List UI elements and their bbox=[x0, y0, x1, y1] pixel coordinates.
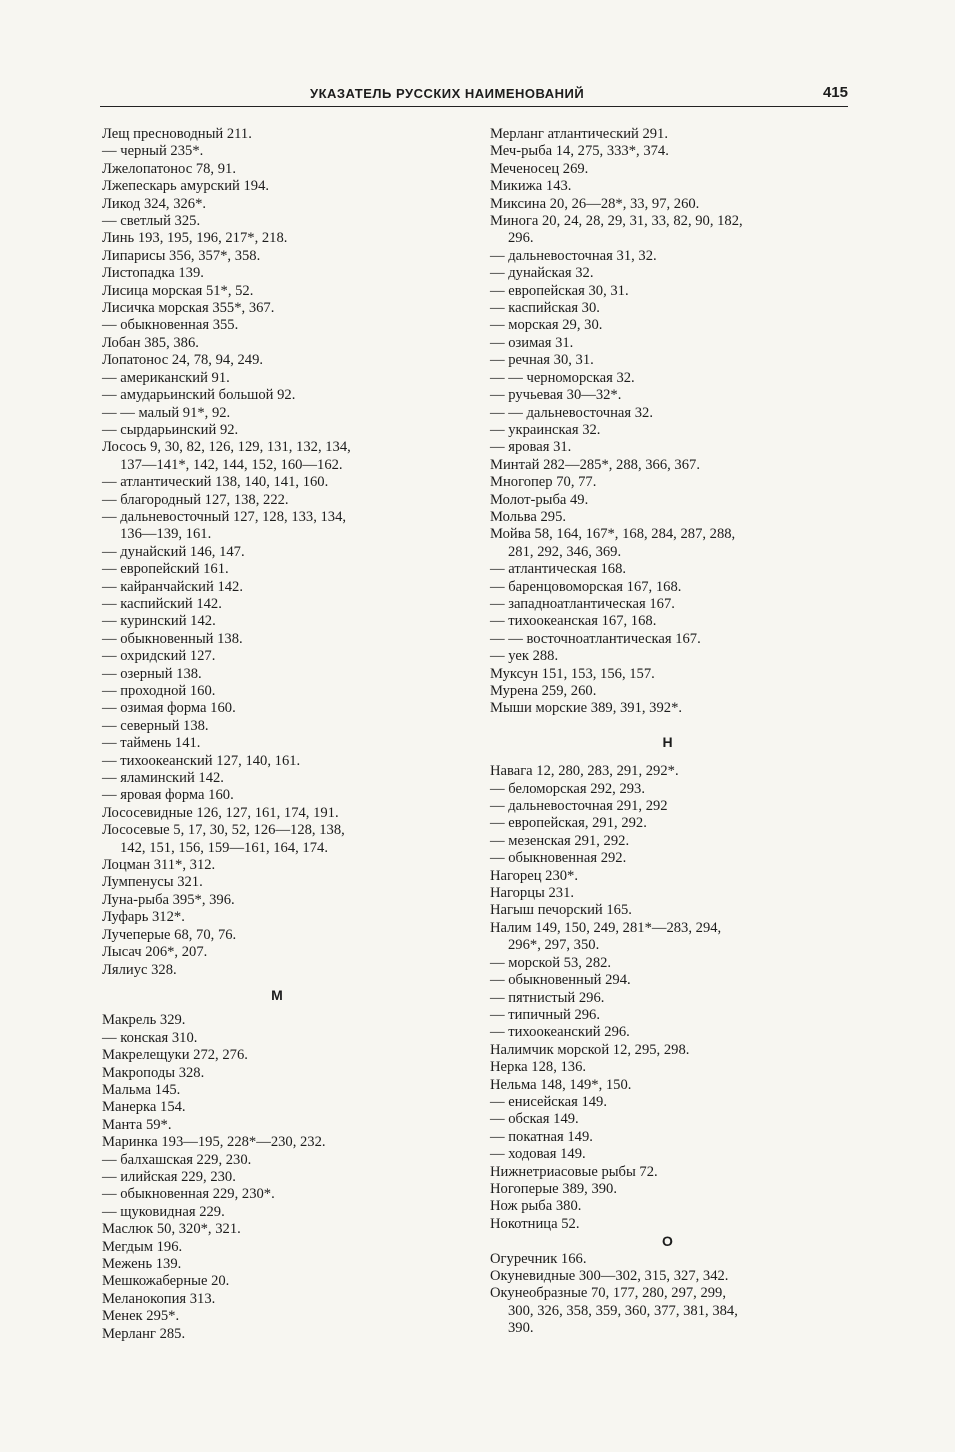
index-entry bbox=[102, 213, 477, 230]
index-entry bbox=[102, 1326, 477, 1343]
index-entry bbox=[490, 196, 865, 213]
entry-line: — ручьевая 30—32*. bbox=[490, 387, 622, 404]
entry-line: Лобан 385, 386. bbox=[102, 334, 199, 351]
entry-line: Минтай 282—285*, 288, 366, 367. bbox=[490, 456, 700, 473]
entry-line: Лисица морская 51*, 52. bbox=[102, 282, 254, 299]
entry-line: Манта 59*. bbox=[102, 1116, 172, 1133]
index-entry bbox=[102, 1221, 477, 1238]
entry-continuation: 390. bbox=[508, 1320, 534, 1337]
entry-line: — обыкновенная 229, 230*. bbox=[102, 1186, 275, 1203]
index-entry bbox=[102, 1065, 477, 1082]
entry-line: Многопер 70, 77. bbox=[490, 474, 597, 491]
entry-line: — речная 30, 31. bbox=[490, 352, 594, 369]
entries-group-o bbox=[490, 1251, 865, 1338]
entry-line: — тихоокеанский 127, 140, 161. bbox=[102, 752, 301, 769]
entry-continuation: 136—139, 161. bbox=[120, 526, 212, 543]
index-entry bbox=[102, 927, 477, 944]
index-entry bbox=[102, 126, 477, 143]
index-entry bbox=[490, 1216, 865, 1233]
entry-line: — тихоокеанская 167, 168. bbox=[490, 613, 657, 630]
entry-line: Лососевидные 126, 127, 161, 174, 191. bbox=[102, 804, 339, 821]
index-entry bbox=[490, 1094, 865, 1111]
entry-continuation: 281, 292, 346, 369. bbox=[508, 543, 622, 560]
index-entry bbox=[490, 526, 865, 561]
entry-line: Макроподы 328. bbox=[102, 1064, 205, 1081]
index-entry bbox=[490, 370, 865, 387]
entries-group-l bbox=[102, 126, 477, 979]
entry-line: — европейская, 291, 292. bbox=[490, 815, 647, 832]
entry-line: — атлантический 138, 140, 141, 160. bbox=[102, 474, 329, 491]
entry-line: — щуковидная 229. bbox=[102, 1203, 225, 1220]
entry-line: — благородный 127, 138, 222. bbox=[102, 491, 289, 508]
entry-continuation: 142, 151, 156, 159—161, 164, 174. bbox=[120, 839, 328, 856]
index-entry bbox=[102, 1169, 477, 1186]
entry-line: — европейская 30, 31. bbox=[490, 282, 629, 299]
index-entry bbox=[102, 735, 477, 752]
entry-line: — западноатлантическая 167. bbox=[490, 595, 675, 612]
index-entry bbox=[102, 805, 477, 822]
entry-line: — яровая форма 160. bbox=[102, 787, 234, 804]
index-entry bbox=[490, 1164, 865, 1181]
entry-line: Лосось 9, 30, 82, 126, 129, 131, 132, 134, bbox=[102, 439, 351, 456]
entry-line: — украинская 32. bbox=[490, 421, 601, 438]
entry-line: — европейский 161. bbox=[102, 561, 229, 578]
index-entry bbox=[102, 613, 477, 630]
index-entry bbox=[102, 161, 477, 178]
entry-line: — покатная 149. bbox=[490, 1128, 593, 1145]
index-column-left bbox=[102, 126, 477, 1343]
entry-line: Нельма 148, 149*, 150. bbox=[490, 1076, 632, 1093]
entry-line: Мерланг атлантический 291. bbox=[490, 126, 668, 142]
index-entry bbox=[102, 1030, 477, 1047]
entry-continuation: 296*, 297, 350. bbox=[508, 937, 600, 954]
index-entry bbox=[102, 1152, 477, 1169]
entry-line: Нагорец 230*. bbox=[490, 867, 579, 884]
entries-group-m bbox=[102, 1012, 477, 1343]
index-entry bbox=[102, 509, 477, 544]
entry-line: — атлантическая 168. bbox=[490, 561, 627, 578]
entry-line: — дальневосточная 291, 292 bbox=[490, 798, 668, 815]
entry-line: — черный 235*. bbox=[102, 143, 204, 160]
entry-line: Лоцман 311*, 312. bbox=[102, 857, 216, 874]
index-entry bbox=[102, 1273, 477, 1290]
index-entry bbox=[102, 283, 477, 300]
index-entry bbox=[490, 300, 865, 317]
index-entry bbox=[490, 1042, 865, 1059]
entry-line: Лжелопатонос 78, 91. bbox=[102, 160, 236, 177]
index-entry bbox=[102, 230, 477, 247]
entry-line: Нижнетриасовые рыбы 72. bbox=[490, 1163, 658, 1180]
entry-line: Мурена 259, 260. bbox=[490, 683, 597, 699]
entry-line: Лещ пресноводный 211. bbox=[102, 126, 252, 142]
index-entry bbox=[102, 718, 477, 735]
entry-line: Лжепескарь амурский 194. bbox=[102, 178, 270, 195]
entry-line: Нерка 128, 136. bbox=[490, 1059, 587, 1076]
index-entry bbox=[102, 944, 477, 961]
index-entry bbox=[490, 509, 865, 526]
index-entry bbox=[102, 753, 477, 770]
entry-line: — илийская 229, 230. bbox=[102, 1168, 236, 1185]
entry-line: Линь 193, 195, 196, 217*, 218. bbox=[102, 230, 288, 247]
entry-line: — енисейская 149. bbox=[490, 1093, 608, 1110]
index-entry bbox=[490, 422, 865, 439]
entry-continuation: 300, 326, 358, 359, 360, 377, 381, 384, bbox=[508, 1302, 738, 1319]
index-entry bbox=[102, 474, 477, 491]
entry-line: — баренцовоморская 167, 168. bbox=[490, 578, 682, 595]
index-entry bbox=[102, 1134, 477, 1151]
index-entry bbox=[490, 781, 865, 798]
index-entry bbox=[490, 631, 865, 648]
index-entry bbox=[490, 561, 865, 578]
entry-line: — уек 288. bbox=[490, 648, 559, 665]
entry-line: Нагорцы 231. bbox=[490, 885, 575, 902]
entry-line: Нагыш печорский 165. bbox=[490, 902, 632, 919]
index-entry bbox=[102, 596, 477, 613]
index-entry bbox=[490, 1198, 865, 1215]
entry-line: Лялиус 328. bbox=[102, 961, 177, 978]
index-entry bbox=[102, 492, 477, 509]
entry-line: — американский 91. bbox=[102, 369, 230, 386]
entry-line: — типичный 296. bbox=[490, 1006, 601, 1023]
index-entry bbox=[102, 1204, 477, 1221]
index-entry bbox=[102, 405, 477, 422]
index-entry bbox=[490, 143, 865, 160]
entry-line: Мешкожаберные 20. bbox=[102, 1273, 230, 1290]
index-entry bbox=[490, 161, 865, 178]
index-entry bbox=[490, 613, 865, 630]
entry-line: — балхашская 229, 230. bbox=[102, 1151, 252, 1168]
index-entry bbox=[102, 1256, 477, 1273]
index-entry bbox=[102, 1291, 477, 1308]
index-entry bbox=[490, 763, 865, 780]
entry-line: — ходовая 149. bbox=[490, 1146, 586, 1163]
index-entry bbox=[102, 1117, 477, 1134]
running-title: УКАЗАТЕЛЬ РУССКИХ НАИМЕНОВАНИЙ bbox=[310, 86, 585, 101]
entry-line: Навага 12, 280, 283, 291, 292*. bbox=[490, 763, 679, 780]
entry-line: Микижа 143. bbox=[490, 178, 572, 195]
entry-line: — обыкновенный 138. bbox=[102, 630, 243, 647]
entry-line: Манерка 154. bbox=[102, 1099, 186, 1116]
entry-line: — морская 29, 30. bbox=[490, 317, 603, 334]
entry-line: — дальневосточная 31, 32. bbox=[490, 247, 657, 264]
entry-line: Мойва 58, 164, 167*, 168, 284, 287, 288, bbox=[490, 526, 736, 543]
entry-line: — яламинский 142. bbox=[102, 770, 224, 787]
index-entry bbox=[102, 1308, 477, 1325]
index-entry bbox=[490, 798, 865, 815]
entry-line: Межень 139. bbox=[102, 1256, 182, 1272]
index-entry bbox=[102, 909, 477, 926]
index-entry bbox=[490, 850, 865, 867]
index-entry bbox=[102, 352, 477, 369]
entry-line: Нокотница 52. bbox=[490, 1215, 580, 1232]
index-entry bbox=[490, 265, 865, 282]
entry-line: Маслюк 50, 320*, 321. bbox=[102, 1221, 241, 1238]
entry-line: Окунеобразные 70, 177, 280, 297, 299, bbox=[490, 1285, 727, 1302]
entry-line: Лысач 206*, 207. bbox=[102, 944, 208, 961]
entry-continuation: 137—141*, 142, 144, 152, 160—162. bbox=[120, 456, 343, 473]
entry-line: Макрелещуки 272, 276. bbox=[102, 1047, 248, 1064]
entry-line: — каспийская 30. bbox=[490, 300, 600, 317]
entry-line: — — дальневосточная 32. bbox=[490, 404, 654, 421]
section-letter-n: Н bbox=[662, 733, 673, 750]
index-entry bbox=[102, 648, 477, 665]
index-entry bbox=[490, 352, 865, 369]
index-entry bbox=[490, 317, 865, 334]
index-entry bbox=[490, 1007, 865, 1024]
entry-line: Мерланг 285. bbox=[102, 1325, 186, 1342]
section-letter-m: М bbox=[271, 986, 283, 1003]
entry-line: — охридский 127. bbox=[102, 648, 216, 665]
entry-line: Липарисы 356, 357*, 358. bbox=[102, 247, 261, 264]
entry-line: — яровая 31. bbox=[490, 439, 572, 456]
entry-line: — обыкновенная 355. bbox=[102, 317, 239, 334]
entry-line: Мальма 145. bbox=[102, 1081, 181, 1098]
index-entry bbox=[490, 248, 865, 265]
index-entry bbox=[490, 815, 865, 832]
entry-line: Листопадка 139. bbox=[102, 265, 204, 282]
entries-group-n bbox=[490, 763, 865, 1233]
index-entry bbox=[102, 544, 477, 561]
index-entry bbox=[490, 885, 865, 902]
entry-line: Ногоперые 389, 390. bbox=[490, 1180, 617, 1197]
index-entry bbox=[490, 1268, 865, 1285]
index-entry bbox=[102, 143, 477, 160]
index-entry bbox=[102, 300, 477, 317]
index-entry bbox=[102, 666, 477, 683]
index-entry bbox=[490, 1146, 865, 1163]
index-entry bbox=[490, 648, 865, 665]
entry-line: Лисичка морская 355*, 367. bbox=[102, 300, 275, 317]
index-entry bbox=[102, 422, 477, 439]
index-entry bbox=[490, 990, 865, 1007]
index-entry bbox=[490, 126, 865, 143]
index-entry bbox=[490, 666, 865, 683]
index-entry bbox=[490, 474, 865, 491]
index-entry bbox=[102, 631, 477, 648]
entry-line: — — черноморская 32. bbox=[490, 369, 635, 386]
entry-line: Муксун 151, 153, 156, 157. bbox=[490, 665, 655, 682]
entry-line: — светлый 325. bbox=[102, 213, 201, 230]
entry-line: — обыкновенный 294. bbox=[490, 972, 631, 989]
index-entry bbox=[490, 868, 865, 885]
entry-line: Макрель 329. bbox=[102, 1012, 186, 1029]
entry-line: Миксина 20, 26—28*, 33, 97, 260. bbox=[490, 195, 700, 212]
entry-line: Луна-рыба 395*, 396. bbox=[102, 891, 235, 908]
entry-line: Маринка 193—195, 228*—230, 232. bbox=[102, 1134, 326, 1151]
entry-line: Мольва 295. bbox=[490, 508, 567, 525]
index-entry bbox=[102, 1082, 477, 1099]
entry-line: — куринский 142. bbox=[102, 613, 216, 630]
index-entry bbox=[490, 492, 865, 509]
index-entry bbox=[490, 1285, 865, 1337]
index-entry bbox=[102, 178, 477, 195]
entry-line: — беломорская 292, 293. bbox=[490, 780, 645, 797]
entry-line: Минога 20, 24, 28, 29, 31, 33, 82, 90, 182, bbox=[490, 213, 743, 230]
index-entry bbox=[490, 955, 865, 972]
index-entry bbox=[490, 1129, 865, 1146]
entry-line: — обыкновенная 292. bbox=[490, 850, 627, 867]
entry-line: Огуречник 166. bbox=[490, 1250, 587, 1267]
index-entry bbox=[102, 248, 477, 265]
index-entry bbox=[490, 902, 865, 919]
index-entry bbox=[102, 1047, 477, 1064]
index-entry bbox=[490, 439, 865, 456]
index-entry bbox=[102, 196, 477, 213]
index-entry bbox=[102, 561, 477, 578]
entry-line: — — малый 91*, 92. bbox=[102, 404, 231, 421]
index-entry bbox=[490, 178, 865, 195]
entry-line: — тихоокеанский 296. bbox=[490, 1024, 630, 1041]
entry-line: Лососевые 5, 17, 30, 52, 126—128, 138, bbox=[102, 822, 345, 839]
entry-line: — дунайский 146, 147. bbox=[102, 543, 245, 560]
entry-line: Молот-рыба 49. bbox=[490, 491, 589, 508]
entry-line: — северный 138. bbox=[102, 717, 209, 734]
entry-line: — — восточноатлантическая 167. bbox=[490, 630, 701, 647]
entry-line: Меланокопия 313. bbox=[102, 1290, 216, 1307]
index-entry bbox=[102, 265, 477, 282]
index-entry bbox=[490, 579, 865, 596]
entry-line: Налим 149, 150, 249, 281*—283, 294, bbox=[490, 919, 722, 936]
index-entry bbox=[102, 683, 477, 700]
index-entry bbox=[102, 1186, 477, 1203]
entry-line: — морской 53, 282. bbox=[490, 954, 612, 971]
entry-line: — дунайская 32. bbox=[490, 265, 594, 282]
index-entry bbox=[102, 770, 477, 787]
index-entry bbox=[490, 1077, 865, 1094]
index-entry bbox=[490, 1181, 865, 1198]
entry-line: Окуневидные 300—302, 315, 327, 342. bbox=[490, 1268, 729, 1284]
entry-line: Мыши морские 389, 391, 392*. bbox=[490, 700, 683, 717]
index-entry bbox=[102, 892, 477, 909]
index-entry bbox=[490, 833, 865, 850]
entry-continuation: 296. bbox=[508, 230, 534, 247]
index-entry bbox=[102, 370, 477, 387]
entry-line: Лопатонос 24, 78, 94, 249. bbox=[102, 352, 264, 369]
entry-line: — озимая 31. bbox=[490, 334, 574, 351]
entry-line: Меченосец 269. bbox=[490, 160, 589, 177]
index-entry bbox=[490, 1059, 865, 1076]
index-entry bbox=[490, 700, 865, 717]
entry-line: — таймень 141. bbox=[102, 735, 201, 752]
entry-line: — обская 149. bbox=[490, 1111, 579, 1128]
index-entry bbox=[102, 787, 477, 804]
entry-line: Лучеперые 68, 70, 76. bbox=[102, 926, 237, 943]
entry-line: Мегдым 196. bbox=[102, 1238, 183, 1255]
index-entry bbox=[102, 822, 477, 857]
index-entry bbox=[102, 387, 477, 404]
entry-line: — проходной 160. bbox=[102, 683, 216, 699]
index-entry bbox=[490, 1024, 865, 1041]
index-entry bbox=[102, 1099, 477, 1116]
entries-group-m-cont bbox=[490, 126, 865, 718]
index-entry bbox=[102, 874, 477, 891]
entry-line: Менек 295*. bbox=[102, 1308, 180, 1325]
index-entry bbox=[102, 962, 477, 979]
page-number: 415 bbox=[822, 84, 848, 101]
entry-line: — сырдарьинский 92. bbox=[102, 421, 239, 438]
entry-line: — амударьинский большой 92. bbox=[102, 387, 296, 404]
entry-line: Лумпенусы 321. bbox=[102, 874, 203, 891]
index-entry bbox=[490, 920, 865, 955]
index-entry bbox=[102, 1239, 477, 1256]
index-column-right bbox=[490, 126, 865, 1338]
entry-line: Меч-рыба 14, 275, 333*, 374. bbox=[490, 143, 669, 160]
index-entry bbox=[102, 1012, 477, 1029]
index-entry bbox=[490, 1111, 865, 1128]
index-entry bbox=[490, 1251, 865, 1268]
entry-line: — каспийский 142. bbox=[102, 595, 222, 612]
index-entry bbox=[490, 335, 865, 352]
index-entry bbox=[490, 213, 865, 248]
index-entry bbox=[102, 317, 477, 334]
entry-line: — мезенская 291, 292. bbox=[490, 832, 630, 849]
header-rule bbox=[100, 106, 848, 107]
index-entry bbox=[102, 439, 477, 474]
entry-line: Нож рыба 380. bbox=[490, 1198, 582, 1215]
section-letter-o: О bbox=[662, 1233, 673, 1250]
entry-line: — озимая форма 160. bbox=[102, 700, 236, 717]
entry-line: — озерный 138. bbox=[102, 665, 202, 682]
index-entry bbox=[490, 972, 865, 989]
index-entry bbox=[102, 579, 477, 596]
index-entry bbox=[490, 596, 865, 613]
entry-line: — кайранчайский 142. bbox=[102, 578, 243, 595]
entry-line: — конская 310. bbox=[102, 1029, 198, 1046]
entry-line: Налимчик морской 12, 295, 298. bbox=[490, 1041, 690, 1058]
index-entry bbox=[490, 405, 865, 422]
entry-line: — пятнистый 296. bbox=[490, 989, 605, 1006]
index-entry bbox=[490, 387, 865, 404]
entry-line: Ликод 324, 326*. bbox=[102, 195, 207, 212]
index-entry bbox=[102, 335, 477, 352]
index-entry bbox=[102, 857, 477, 874]
entry-line: Луфарь 312*. bbox=[102, 909, 185, 926]
index-entry bbox=[490, 683, 865, 700]
index-entry bbox=[102, 700, 477, 717]
index-entry bbox=[490, 283, 865, 300]
index-entry bbox=[490, 457, 865, 474]
entry-line: — дальневосточный 127, 128, 133, 134, bbox=[102, 508, 347, 525]
